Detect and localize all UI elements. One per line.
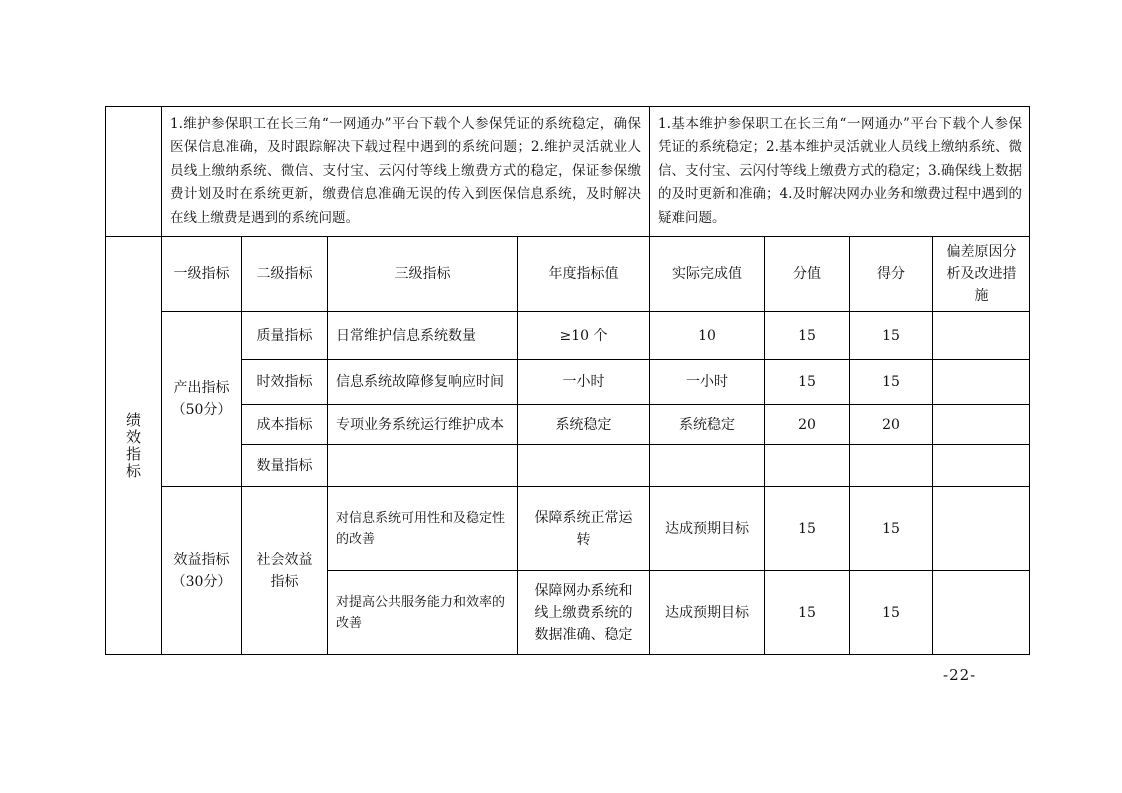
benefit-row-level3 — [328, 487, 518, 571]
benefit-row-level3-text: 对提高公共服务能力和效率的改善 — [336, 595, 506, 631]
header-note — [933, 237, 1030, 312]
benefit-row-level3 — [328, 571, 518, 655]
blank-side-cell — [106, 107, 162, 237]
benefit-row-actual: 达成预期目标 — [650, 487, 765, 571]
row-target — [518, 445, 650, 487]
row-actual: 10 — [650, 312, 765, 360]
row-level3: 专项业务系统运行维护成本 — [328, 405, 518, 445]
group-benefit-label: 效益指标 — [173, 552, 230, 568]
benefit-row-points: 15 — [765, 487, 850, 571]
benefit-row-note — [933, 487, 1030, 571]
header-score: 得分 — [850, 237, 933, 312]
row-level3 — [328, 445, 518, 487]
group-output-label: 产出指标 — [173, 380, 230, 396]
row-note — [933, 360, 1030, 405]
benefit-row-points: 15 — [765, 571, 850, 655]
row-points: 15 — [765, 360, 850, 405]
row-level2: 质量指标 — [242, 312, 328, 360]
row-score: 15 — [850, 312, 933, 360]
page-number: -22- — [943, 666, 977, 684]
header-level2: 二级指标 — [242, 237, 328, 312]
group-output — [162, 312, 242, 487]
benefit-row-target — [518, 571, 650, 655]
benefit-row-level3-text: 对信息系统可用性和及稳定性的改善 — [336, 510, 506, 547]
result-text-cell — [650, 107, 1030, 237]
annual-goal-text: 1.维护参保职工在长三角“一网通办”平台下载个人参保凭证的系统稳定，确保医保信息准确，及时跟踪解决下载过程中遇到的系统问题；2.维护灵活就业人员线上缴纳系统、微信、支付宝、云闪付等线上缴费方式的稳定，保证参保缴费计划及时在系统更新，缴费信息准确无误的传入到医保信息系统，及时解决在线上缴费是遇到的系统问题。 — [170, 115, 641, 226]
benefit-row-target — [518, 487, 650, 571]
side-label: 绩效指标 — [124, 412, 142, 480]
benefit-row-score: 15 — [850, 487, 933, 571]
row-score — [850, 445, 933, 487]
row-note — [933, 312, 1030, 360]
benefit-level2 — [242, 487, 328, 655]
header-target: 年度指标值 — [518, 237, 650, 312]
benefit-row-score: 15 — [850, 571, 933, 655]
row-points — [765, 445, 850, 487]
row-note — [933, 405, 1030, 445]
row-score: 20 — [850, 405, 933, 445]
row-points: 15 — [765, 312, 850, 360]
actual-result-text: 1.基本维护参保职工在长三角“一网通办”平台下载个人参保凭证的系统稳定；2.基本维护灵活就业人员线上缴纳系统、微信、支付宝、云闪付等线上缴费方式的稳定；3.确保线上数据的及时更新和准确；4.及时解决网办业务和缴费过程中遇到的疑难问题。 — [658, 115, 1022, 226]
header-points: 分值 — [765, 237, 850, 312]
benefit-row-note — [933, 571, 1030, 655]
row-target: 一小时 — [518, 360, 650, 405]
row-note — [933, 445, 1030, 487]
row-actual: 一小时 — [650, 360, 765, 405]
side-label-cell — [106, 237, 162, 655]
benefit-row-target-text: 保障网办系统和线上缴费系统的数据准确、稳定 — [534, 583, 633, 643]
row-level2: 成本指标 — [242, 405, 328, 445]
row-level3: 日常维护信息系统数量 — [328, 312, 518, 360]
header-level1: 一级指标 — [162, 237, 242, 312]
goal-text-cell — [162, 107, 650, 237]
row-level2: 数量指标 — [242, 445, 328, 487]
row-target: 系统稳定 — [518, 405, 650, 445]
row-actual: 系统稳定 — [650, 405, 765, 445]
row-points: 20 — [765, 405, 850, 445]
row-level3: 信息系统故障修复响应时间 — [328, 360, 518, 405]
row-score: 15 — [850, 360, 933, 405]
header-note-label: 偏差原因分析及改进措施 — [946, 244, 1017, 304]
group-benefit-score: （30分） — [171, 574, 232, 590]
row-level2: 时效指标 — [242, 360, 328, 405]
benefit-row-target-text: 保障系统正常运转 — [534, 509, 633, 548]
benefit-level2-label: 社会效益指标 — [256, 552, 313, 590]
row-actual — [650, 445, 765, 487]
group-benefit — [162, 487, 242, 655]
header-level3: 三级指标 — [328, 237, 518, 312]
performance-table — [105, 106, 1030, 655]
group-output-score: （50分） — [171, 402, 232, 418]
row-target: ≥10 个 — [518, 312, 650, 360]
benefit-row-actual: 达成预期目标 — [650, 571, 765, 655]
header-actual: 实际完成值 — [650, 237, 765, 312]
